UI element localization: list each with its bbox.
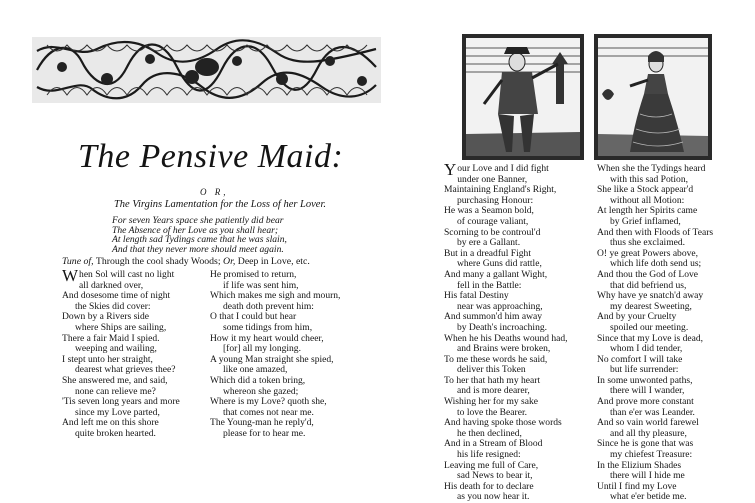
argument-line: And that they never more should meet again.: [112, 243, 284, 255]
verse-line-text: hen Sol will cast no light: [79, 269, 175, 280]
verse-line: as you now hear it.: [457, 491, 530, 503]
verse-line: than e'er was Leander.: [610, 406, 695, 418]
verse-line: to love the Bearer.: [457, 406, 527, 418]
verse-line: and Brains were broken,: [457, 343, 551, 355]
verse-line: he then declined,: [457, 427, 522, 439]
verse-line: there will I hide me: [610, 470, 685, 482]
verse-line: there will I wander,: [610, 385, 685, 397]
verse-line: like one amazed,: [223, 364, 288, 376]
verse-line: And so vain world farewel: [597, 417, 699, 429]
verse-line: Since that my Love is dead,: [597, 332, 704, 344]
argument-verse: [112, 216, 287, 254]
verse-line: thus she exclaimed.: [610, 237, 686, 249]
verse-line: And many a gallant Wight,: [444, 268, 548, 280]
verse-line: And having spoke those words: [444, 417, 562, 429]
verse-line: The Young-man he reply'd,: [210, 417, 314, 429]
verse-line: Scorning to be controul'd: [444, 226, 541, 238]
verse-line-text: our Love and I did fight: [457, 163, 549, 174]
verse-line: And prove more constant: [597, 396, 694, 408]
verse-line: Where is my Love? quoth she,: [210, 396, 327, 408]
verse-column-2: [210, 270, 340, 440]
verse-line: and is more dearer,: [457, 385, 530, 397]
verse-column-1: [62, 266, 180, 440]
verse-line: by Grief inflamed,: [610, 215, 681, 227]
verse-line: where Ships are sailing,: [75, 321, 167, 333]
verse-column-4: [597, 164, 713, 503]
verse-line: When he his Deaths wound had,: [444, 332, 568, 344]
verse-line: if life was sent him,: [223, 279, 299, 291]
verse-line: I stept unto her straight,: [62, 353, 153, 365]
verse-line: without all Motion:: [610, 194, 685, 206]
verse-line: purchasing Honour:: [457, 194, 534, 206]
verse-line: sad News to bear it,: [457, 470, 533, 482]
verse-line: He promised to return,: [210, 269, 297, 280]
drop-cap: W: [62, 266, 79, 285]
verse-line: In some unwonted paths,: [597, 374, 693, 386]
verse-line: Which did a token bring,: [210, 374, 306, 386]
verse-line: A young Man straight she spied,: [210, 353, 334, 365]
verse-line: by Death's incroaching.: [457, 321, 548, 333]
verse-line: There a fair Maid I spied.: [62, 332, 160, 344]
verse-line: And dosesome time of night: [62, 290, 171, 302]
woodcut-woman-illustration: [594, 34, 712, 160]
verse-line: His fatal Destiny: [444, 290, 509, 302]
verse-line: all darkned over,: [79, 279, 144, 291]
ornamental-banner: [32, 37, 381, 103]
verse-line: his life resigned:: [457, 449, 521, 461]
verse-line: quite broken hearted.: [75, 427, 156, 439]
verse-line: which life doth send us;: [610, 258, 702, 270]
verse-line: dearest what grieves thee?: [75, 364, 176, 376]
or-divider: O R,: [200, 187, 229, 197]
verse-line: O! ye great Powers above,: [597, 247, 699, 259]
verse-column-3: [444, 160, 568, 503]
verse-line: what e'er betide me.: [610, 491, 687, 503]
verse-line: whereon she gazed;: [223, 385, 299, 397]
verse-line: Which makes me sigh and mourn,: [210, 290, 341, 302]
verse-line: death doth prevent him:: [223, 300, 314, 312]
tune-or: Or,: [220, 256, 236, 267]
woodcut-man-illustration: [462, 34, 584, 160]
argument-line: For seven Years space she patiently did bear: [112, 215, 284, 226]
verse-line: Down by a Rivers side: [62, 311, 149, 323]
verse-line: and all thy pleasure,: [610, 427, 687, 439]
ballad-title: The Pensive Maid:: [78, 138, 344, 175]
verse-line: And thou the God of Love: [597, 268, 699, 280]
ballad-subtitle: The Virgins Lamentation for the Loss of her Lover.: [113, 199, 327, 210]
verse-line: Maintaining England's Right,: [444, 184, 557, 196]
verse-line: She answered me, and said,: [62, 374, 168, 386]
argument-line: The Absence of her Love as you shall hear;: [112, 224, 279, 236]
verse-line: And then with Floods of Tears: [597, 226, 714, 238]
verse-line: To me these words he said,: [444, 353, 548, 365]
verse-line: some tidings from him,: [223, 321, 313, 333]
verse-line: but life surrender:: [610, 364, 679, 376]
verse-line: that comes not near me.: [223, 406, 314, 418]
verse-line: And by your Cruelty: [597, 311, 677, 323]
verse-line: When she the Tydings heard: [597, 163, 706, 174]
verse-line: the Skies did cover:: [75, 300, 151, 312]
tune-line: [62, 256, 310, 267]
verse-line: In the Elizium Shades: [597, 459, 682, 471]
tune-text: Through the cool shady Woods;: [93, 256, 221, 267]
verse-line: my dearest Sweeting,: [610, 300, 692, 312]
verse-line: But in a dreadful Fight: [444, 247, 531, 259]
tune-label: Tune of,: [62, 256, 94, 267]
argument-line: At length sad Tydings came that he was slain,: [112, 234, 287, 246]
verse-line: of courage valiant,: [457, 215, 529, 227]
verse-line: She like a Stock appear'd: [597, 184, 694, 196]
verse-line: And summon'd him away: [444, 311, 542, 323]
verse-line: whom I did tender,: [610, 343, 683, 355]
verse-line: Since he is gone that was: [597, 438, 694, 450]
verse-line: His death for to declare: [444, 480, 534, 492]
verse-line: [for] all my longing.: [223, 343, 301, 355]
verse-line: 'Tis seven long years and more: [62, 396, 180, 408]
tune-alt: Deep in Love, etc.: [235, 256, 310, 267]
verse-line: And left me on this shore: [62, 417, 159, 429]
verse-line: fell in the Battle:: [457, 279, 522, 291]
verse-line: spoiled our meeting.: [610, 321, 689, 333]
verse-line: O that I could but hear: [210, 311, 297, 323]
verse-line: since my Love parted,: [75, 406, 160, 418]
verse-line: He was a Seamon bold,: [444, 205, 534, 217]
verse-line: under one Banner,: [457, 173, 528, 185]
verse-line: Wishing her for my sake: [444, 396, 539, 408]
verse-line: none can relieve me?: [75, 385, 156, 397]
verse-line: How it my heart would cheer,: [210, 332, 324, 344]
verse-line: To her that hath my heart: [444, 374, 541, 386]
verse-line: that did befriend us,: [610, 279, 687, 291]
verse-line: weeping and wailing,: [75, 343, 157, 355]
verse-line: by ere a Gallant.: [457, 237, 521, 249]
verse-line: No comfort I will take: [597, 353, 683, 365]
verse-line: At length her Spirits came: [597, 205, 698, 217]
verse-line: where Guns did rattle,: [457, 258, 542, 270]
verse-line: with this sad Potion,: [610, 173, 688, 185]
drop-cap: Y: [444, 160, 457, 179]
verse-line: my chiefest Treasure:: [610, 449, 693, 461]
verse-line: Until I find my Love: [597, 480, 677, 492]
verse-line: Why have ye snatch'd away: [597, 290, 704, 302]
verse-line: near was approaching,: [457, 300, 543, 312]
verse-line: please for to hear me.: [223, 427, 306, 439]
verse-line: deliver this Token: [457, 364, 526, 376]
verse-line: Leaving me full of Care,: [444, 459, 539, 471]
verse-line: And in a Stream of Blood: [444, 438, 543, 450]
